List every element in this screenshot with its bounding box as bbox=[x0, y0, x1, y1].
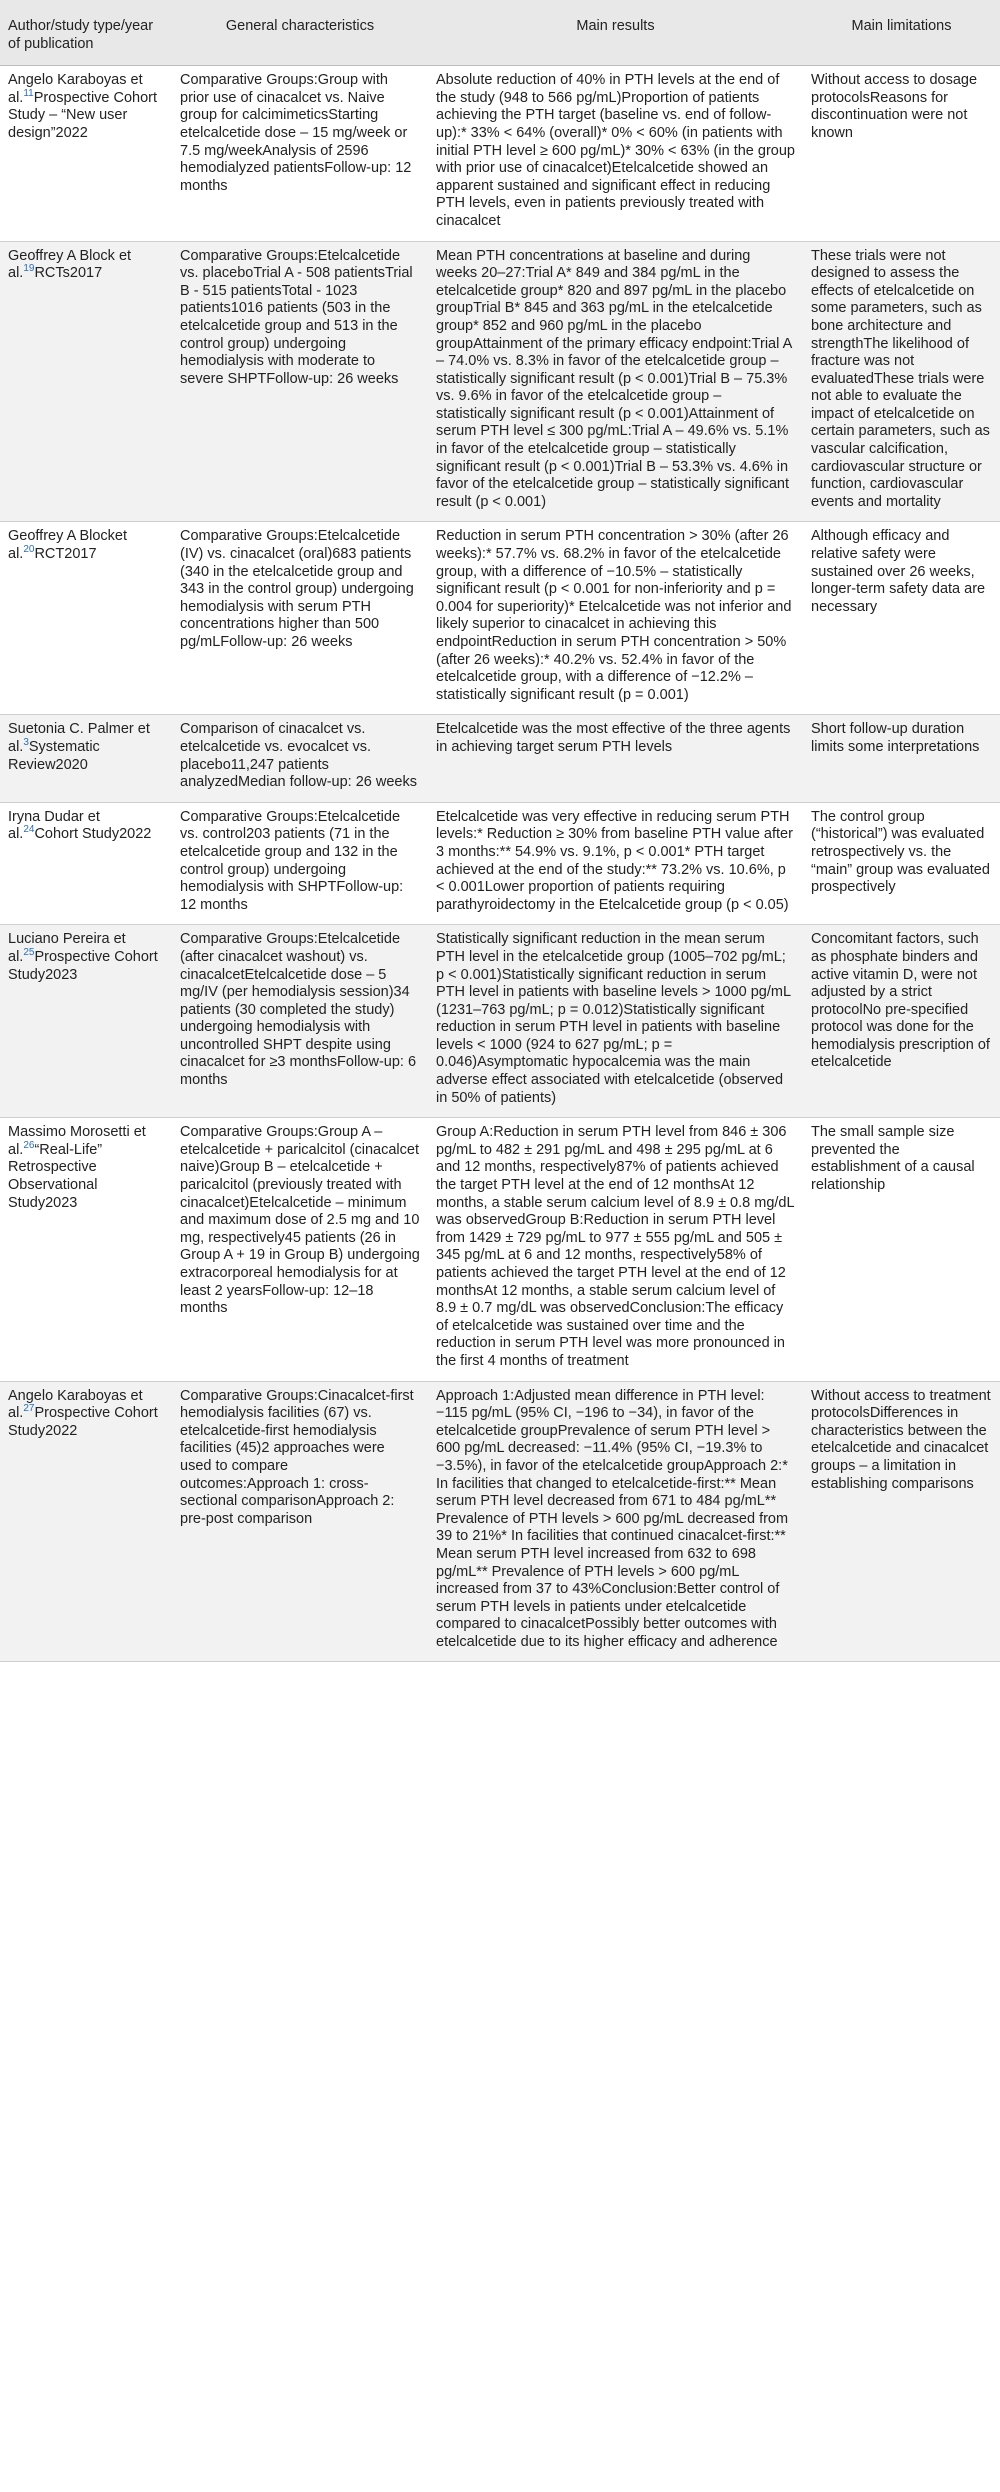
cell-results: Absolute reduction of 40% in PTH levels at the end of the study (948 to 566 pg/mL)Proportion of patients achieving the PTH target (baseline vs. end of follow-up):* 33% < 64% (overall)* 0% < 60% (in patients with initial PTH level ≥ 600 pg/mL)* 30% < 63% (in the group with prior use of cinacalcet)Etelcalcetide showed an apparent sustained and significant effect in reducing PTH levels, even in patients previously treated with cinacalcet bbox=[428, 66, 803, 241]
cell-author bbox=[0, 925, 172, 1118]
cell-results: Group A:Reduction in serum PTH level from 846 ± 306 pg/mL to 482 ± 291 pg/mL and 498 ± 295 pg/mL at 6 and 12 months, respectively87% of patients achieved the target PTH level at the end of 12 monthsAt 12 months, a stable serum calcium level of 8.9 ± 0.8 mg/dL was observedGroup B:Reduction in serum PTH level from 1429 ± 729 pg/mL to 977 ± 555 pg/mL and 505 ± 345 pg/mL at 6 and 12 months, respectively58% of patients achieved the target PTH level at the end of 12 monthsAt 12 months, a stable serum calcium level of 8.9 ± 0.7 mg/dL was observedConclusion:The efficacy of etelcalcetide was sustained over time and the reduction in serum PTH level was more pronounced in the first 4 months of treatment bbox=[428, 1118, 803, 1381]
table-row bbox=[0, 241, 1000, 522]
cell-results: Mean PTH concentrations at baseline and during weeks 20–27:Trial A* 849 and 384 pg/mL in the etelcalcetide group* 820 and 897 pg/mL in the placebo groupTrial B* 845 and 363 pg/mL in the etelcalcetide group* 852 and 960 pg/mL in the placebo groupAttainment of the primary efficacy endpoint:Trial A – 74.0% vs. 8.3% in favor of the etelcalcetide group – statistically significant result (p < 0.001)Trial B – 75.3% vs. 9.6% in favor of the etelcalcetide group – statistically significant result (p < 0.001)Attainment of serum PTH level ≤ 300 pg/mL:Trial A – 49.6% vs. 5.1% in favor of the etelcalcetide group – statistically significant result (p < 0.001)Trial B – 53.3% vs. 4.6% in favor of the etelcalcetide group – statistically significant result (p < 0.001) bbox=[428, 241, 803, 522]
cell-characteristics: Comparative Groups:Etelcalcetide (after cinacalcet washout) vs. cinacalcetEtelcalcetide dose – 5 mg/IV (per hemodialysis session)34 patients (30 completed the study) undergoing hemodialysis with uncontrolled SHPT despite using cinacalcet for ≥3 monthsFollow-up: 6 months bbox=[172, 925, 428, 1118]
author-name: Iryna Dudar et al. bbox=[8, 808, 100, 843]
study-type: “Real-Life” Retrospective Observational Study2023 bbox=[8, 1141, 103, 1211]
author-name: Angelo Karaboyas et al. bbox=[8, 72, 143, 106]
cell-author bbox=[0, 66, 172, 241]
table-row bbox=[0, 522, 1000, 715]
cell-author bbox=[0, 241, 172, 522]
cell-limitations: Without access to dosage protocolsReasons for discontinuation were not known bbox=[803, 66, 1000, 241]
table-row bbox=[0, 66, 1000, 241]
cell-author bbox=[0, 1118, 172, 1381]
table-row bbox=[0, 715, 1000, 802]
reference-link[interactable]: 27 bbox=[23, 1403, 35, 1415]
author-name: Luciano Pereira et al. bbox=[8, 931, 126, 965]
header-characteristics: General characteristics bbox=[172, 0, 428, 66]
author-name: Suetonia C. Palmer et al. bbox=[8, 721, 150, 755]
table-row bbox=[0, 925, 1000, 1118]
cell-characteristics: Comparative Groups:Etelcalcetide (IV) vs. cinacalcet (oral)683 patients (340 in the etelcalcetide group and 343 in the control group) undergoing hemodialysis with serum PTH concentrations higher than 500 pg/mLFollow-up: 26 weeks bbox=[172, 522, 428, 715]
study-type: Prospective Cohort Study – “New user design”2022 bbox=[8, 89, 158, 141]
study-type: Prospective Cohort Study2022 bbox=[8, 1405, 158, 1439]
reference-link[interactable]: 25 bbox=[23, 947, 35, 959]
cell-limitations: Short follow-up duration limits some interpretations bbox=[803, 715, 1000, 802]
table-row bbox=[0, 802, 1000, 925]
author-name: Angelo Karaboyas et al. bbox=[8, 1387, 143, 1422]
table-row bbox=[0, 1381, 1000, 1662]
cell-characteristics: Comparative Groups:Group with prior use of cinacalcet vs. Naive group for calcimimeticsStarting etelcalcetide dose – 15 mg/week or 7.5 mg/weekAnalysis of 2596 hemodialyzed patientsFollow-up: 12 months bbox=[172, 66, 428, 241]
header-limitations: Main limitations bbox=[803, 0, 1000, 66]
cell-results: Etelcalcetide was the most effective of the three agents in achieving target serum PTH levels bbox=[428, 715, 803, 802]
reference-link[interactable]: 24 bbox=[23, 824, 35, 836]
cell-results: Etelcalcetide was very effective in reducing serum PTH levels:* Reduction ≥ 30% from baseline PTH value after 3 months:** 54.9% vs. 9.1%, p < 0.001* PTH target achieved at the end of the study:** 73.2% vs. 10.6%, p < 0.001Lower proportion of patients requiring parathyroidectomy in the Etelcalcetide group (p < 0.05) bbox=[428, 802, 803, 925]
cell-author bbox=[0, 522, 172, 715]
cell-limitations: The control group (“historical”) was evaluated retrospectively vs. the “main” group was evaluated prospectively bbox=[803, 802, 1000, 925]
header-row bbox=[0, 0, 1000, 66]
reference-link[interactable]: 26 bbox=[23, 1140, 35, 1152]
author-name: Massimo Morosetti et al. bbox=[8, 1124, 146, 1158]
study-type: Prospective Cohort Study2023 bbox=[8, 948, 158, 983]
cell-limitations: Although efficacy and relative safety were sustained over 26 weeks, longer-term safety data are necessary bbox=[803, 522, 1000, 715]
cell-results: Reduction in serum PTH concentration > 30% (after 26 weeks):* 57.7% vs. 68.2% in favor of the etelcalcetide group, with a difference of −10.5% – statistically significant result (p < 0.001 for non-inferiority and p = 0.004 for superiority)* Etelcalcetide was not inferior and likely superior to cinacalcet in achieving this endpointReduction in serum PTH concentration > 50% (after 26 weeks):* 40.2% vs. 52.4% in favor of the etelcalcetide group, with a difference of −12.2% – statistically significant result (p = 0.001) bbox=[428, 522, 803, 715]
study-type: Cohort Study2022 bbox=[34, 826, 152, 843]
author-name: Geoffrey A Block et al. bbox=[8, 247, 132, 282]
reference-link[interactable]: 3 bbox=[23, 737, 29, 749]
header-results: Main results bbox=[428, 0, 803, 66]
cell-limitations: Concomitant factors, such as phosphate binders and active vitamin D, were not adjusted by a strict protocolNo pre-specified protocol was done for the hemodialysis prescription of etelcalcetide bbox=[803, 925, 1000, 1118]
cell-limitations: The small sample size prevented the establishment of a causal relationship bbox=[803, 1118, 1000, 1381]
cell-results: Statistically significant reduction in the mean serum PTH level in the etelcalcetide group (1005–702 pg/mL; p < 0.001)Statistically significant reduction in serum PTH level in patients with baseline levels > 1000 pg/mL (1231–763 pg/mL; p = 0.012)Statistically significant reduction in serum PTH level in patients with baseline levels < 1000 (924 to 627 pg/mL; p = 0.046)Asymptomatic hypocalcemia was the main adverse effect associated with etelcalcetide (observed in 50% of patients) bbox=[428, 925, 803, 1118]
study-type: RCT2017 bbox=[34, 546, 97, 563]
reference-link[interactable]: 20 bbox=[23, 544, 35, 556]
reference-link[interactable]: 19 bbox=[23, 263, 35, 275]
table-row bbox=[0, 1118, 1000, 1381]
cell-author bbox=[0, 1381, 172, 1662]
study-type: RCTs2017 bbox=[34, 265, 103, 282]
study-type: Systematic Review2020 bbox=[8, 738, 100, 773]
cell-limitations: These trials were not designed to assess the effects of etelcalcetide on some parameters, such as bone architecture and strengthThe likelihood of fracture was not evaluatedThese trials were not able to evaluate the impact of etelcalcetide on certain parameters, such as vascular calcification, cardiovascular structure or function, cardiovascular events and mortality bbox=[803, 241, 1000, 522]
cell-characteristics: Comparative Groups:Etelcalcetide vs. placeboTrial A - 508 patientsTrial B - 515 patientsTotal - 1023 patients1016 patients (503 in the etelcalcetide group and 513 in the control group) undergoing hemodialysis with moderate to severe SHPTFollow-up: 26 weeks bbox=[172, 241, 428, 522]
cell-author bbox=[0, 715, 172, 802]
cell-characteristics: Comparative Groups:Cinacalcet-first hemodialysis facilities (67) vs. etelcalcetide-first hemodialysis facilities (45)2 approaches were used to compare outcomes:Approach 1: cross-sectional comparisonApproach 2: pre-post comparison bbox=[172, 1381, 428, 1662]
author-name: Geoffrey A Blocket al. bbox=[8, 528, 128, 563]
cell-characteristics: Comparative Groups:Etelcalcetide vs. control203 patients (71 in the etelcalcetide group and 132 in the control group) undergoing hemodialysis with SHPTFollow-up: 12 months bbox=[172, 802, 428, 925]
cell-author bbox=[0, 802, 172, 925]
header-author: Author/study type/year of publication bbox=[0, 0, 172, 66]
reference-link[interactable]: 11 bbox=[23, 87, 34, 99]
table-header bbox=[0, 0, 1000, 66]
cell-results: Approach 1:Adjusted mean difference in PTH level: −115 pg/mL (95% CI, −196 to −34), in favor of the etelcalcetide groupPrevalence of serum PTH level > 600 pg/mL decreased: −11.4% (95% CI, −19.3% to −3.5%), in favor of the etelcalcetide groupApproach 2:* In facilities that changed to etelcalcetide-first:** Mean serum PTH level decreased from 671 to 484 pg/mL** Prevalence of PTH levels > 600 pg/mL decreased from 39 to 21%* In facilities that continued cinacalcet-first:** Mean serum PTH level increased from 632 to 698 pg/mL** Prevalence of PTH levels > 600 pg/mL increased from 37 to 43%Conclusion:Better control of serum PTH levels in patients under etelcalcetide compared to cinacalcetPossibly better outcomes with etelcalcetide due to its higher efficacy and adherence bbox=[428, 1381, 803, 1662]
cell-limitations: Without access to treatment protocolsDifferences in characteristics between the etelcalcetide and cinacalcet groups – a limitation in establishing comparisons bbox=[803, 1381, 1000, 1662]
cell-characteristics: Comparative Groups:Group A – etelcalcetide + paricalcitol (cinacalcet naive)Group B – etelcalcetide + paricalcitol (previously treated with cinacalcet)Etelcalcetide – minimum and maximum dose of 2.5 mg and 10 mg, respectively45 patients (26 in Group A + 19 in Group B) undergoing extracorporeal hemodialysis for at least 2 yearsFollow-up: 12–18 months bbox=[172, 1118, 428, 1381]
cell-characteristics: Comparison of cinacalcet vs. etelcalcetide vs. evocalcet vs. placebo11,247 patients analyzedMedian follow-up: 26 weeks bbox=[172, 715, 428, 802]
table-body bbox=[0, 66, 1000, 1662]
